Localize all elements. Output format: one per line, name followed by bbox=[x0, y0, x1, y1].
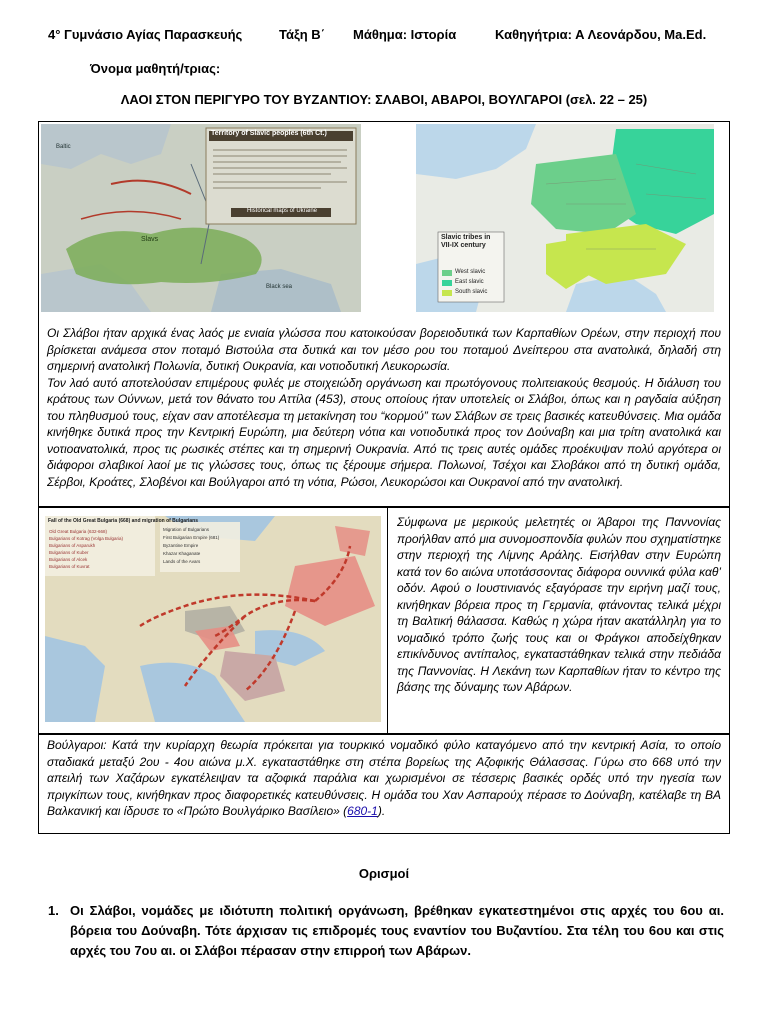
bulgarian-kingdom-date-link[interactable]: 680-1 bbox=[347, 804, 378, 818]
map2-legend-title: Slavic tribes in VII-IX century bbox=[441, 234, 491, 249]
slavic-tribes-map bbox=[416, 124, 714, 312]
slavs-text-block bbox=[47, 325, 721, 490]
map3-legend-item: Migration of Bulgarians bbox=[163, 527, 210, 532]
slavic-territory-map bbox=[41, 124, 361, 312]
bulgarian-migration-map bbox=[45, 516, 381, 722]
map3-legend-item: Bulgarians of Alcek bbox=[49, 557, 88, 562]
map1-title: Territory of Slavic peoples (6th Ct.) bbox=[211, 130, 327, 137]
map3-legend-item: Bulgarians of Kuvrat bbox=[49, 564, 90, 569]
definition-text: Οι Σλάβοι, νομάδες με ιδιότυπη πολιτική οργάνωση, βρέθηκαν εγκατεστημένοι στις αρχές του 6ου αι. βόρεια του Δούναβη. Τότε άρχισαν τις επιδρομές τους εναντίον του Βυζαντίου. Στα τέλη του 6ου και στις αρχές του 7ου αι. οι Σλάβοι πέρασαν στην επιρροή των Αβάρων. bbox=[70, 903, 724, 958]
map3-legend-item: Old Great Bulgaria (632-668) bbox=[49, 529, 108, 534]
definition-number: 1. bbox=[48, 903, 59, 918]
map2-legend-west: West slavic bbox=[455, 269, 486, 275]
map3-legend-item: Byzantine Empire bbox=[163, 543, 199, 548]
map3-legend-item: Bulgarians of Kuber bbox=[49, 550, 89, 555]
map3-title: Fall of the Old Great Bulgaria (668) and migration of Bulgarians bbox=[48, 518, 199, 524]
definition-item bbox=[48, 901, 724, 961]
subject-label: Μάθημα: Ιστορία bbox=[353, 27, 457, 42]
map1-label-slavs: Slavs bbox=[141, 236, 159, 243]
map2-legend-east: East slavic bbox=[455, 279, 484, 285]
avars-text-block bbox=[397, 514, 721, 696]
teacher-label: Καθηγήτρια: Α Λεονάρδου, Ma.Ed. bbox=[495, 27, 707, 42]
school-name: 4° Γυμνάσιο Αγίας Παρασκευής bbox=[48, 27, 243, 42]
definitions-heading: Ορισμοί bbox=[358, 866, 410, 881]
map2-legend-south: South slavic bbox=[455, 289, 488, 295]
map3-legend-right bbox=[163, 526, 239, 566]
bulgars-text-block bbox=[47, 737, 721, 820]
grade-label: Τάξη Β΄ bbox=[279, 27, 326, 42]
slavs-paragraph-2: Τον λαό αυτό αποτελούσαν επιμέρους φυλές με στοιχειώδη οργάνωση και πρωτόγονους πολιτειακούς θεσμούς. Η διάλυση του κράτους των Ούννων, μετά τον θάνατο του Αττίλα (453), στους οποίους ήταν υποτελείς οι Σλάβοι, όπως και η ραγδαία αύξηση του πληθυσμού τους, είχαν σαν αποτέλεσμα τη μετακίνηση του “κορμού” των Σλάβων σε τρεις βασικές κατευθύνσεις. Μια ομάδα κινήθηκε δυτικά προς την Κεντρική Ευρώπη, μια δεύτερη νότια και νοτιοδυτικά προς τον Δούναβη και μια τρίτη ανατολικά και νοτιοανατολικά, προς τις ρωσικές στέπες και τη σημερινή Ουκρανία. Από τις τρεις αυτές ομάδες προέκυψαν πολύ αργότερα οι διάφοροι σλαβικοί λαοί με τις γλώσσες τους, όπως τις ξέρουμε σήμερα. Πολωνοί, Τσέχοι και Σλοβάκοι από τη δυτική ομάδα, Σέρβοι, Κροάτες, Σλοβένοι και Βούλγαροι από τη νότια, Ρώσοι, Λευκορώσοι και Ουκρανοί από την ανατολική. bbox=[47, 375, 721, 489]
map3-legend-item: Khazar Khaganate bbox=[163, 551, 201, 556]
bulgars-end: ). bbox=[377, 804, 386, 818]
map3-legend-item: Bulgarians of Kotrag (Volga Bulgaria) bbox=[49, 536, 124, 541]
map3-legend-left bbox=[49, 528, 153, 570]
map1-label-sea: Black sea bbox=[266, 284, 293, 290]
document-header bbox=[48, 27, 738, 45]
map1-label-baltic: Baltic bbox=[56, 144, 71, 150]
slavs-paragraph-1: Οι Σλάβοι ήταν αρχικά ένας λαός με ενιαία γλώσσα που κατοικούσαν βορειοδυτικά των Καρπαθίων Ορέων, στην περιοχή που βρίσκεται ανάμεσα στον ποταμό Βιστούλα στα δυτικά και τον μέσο ρου του ποταμού Δνείπερου στα ανατολικά, δηλαδή στη σημερινή ανατολική Πολωνία, δυτική Ουκρανία, και νοτιοδυτική Λευκορωσία. bbox=[47, 326, 721, 373]
map3-legend-item: Lands of the Avars bbox=[163, 559, 201, 564]
avars-divider bbox=[387, 507, 388, 734]
bulgars-body: Βούλγαροι: Κατά την κυρίαρχη θεωρία πρόκειται για τουρκικό νομαδικό φύλο καταγόμενο από την κεντρική Ασία, το οποίο σταδιακά μεταξύ 2ου - 4ου αιώνα μ.Χ. εγκαταστάθηκε στη στέπα βορείως της Αζοφικής Θάλασσας. Γύρω στο 668 υπό την απειλή των Χαζάρων εγκατέλειψαν τα αζοφικά παράλια και χωρισμένοι σε τέσσερις βασικές ορδές υπό την ηγεσία των πριγκίπων τους, κινήθηκαν προς διαφορετικές κατευθύνσεις. Η ομάδα του Χαν Ασπαρούχ πέρασε το Δούναβη, κατέλαβε τη ΒΑ Βαλκανική και ίδρυσε το «Πρώτο Βουλγάρικο Βασίλειο» ( bbox=[47, 738, 721, 818]
map3-legend-item: Bulgarians of Asparukh bbox=[49, 543, 96, 548]
map1-caption: Historical maps of Ukraine bbox=[246, 208, 318, 214]
page-title: ΛΑΟΙ ΣΤΟΝ ΠΕΡΙΓΥΡΟ ΤΟΥ ΒΥΖΑΝΤΙΟΥ: ΣΛΑΒΟΙ, ΑΒΑΡΟΙ, ΒΟΥΛΓΑΡΟΙ (σελ. 22 – 25) bbox=[120, 92, 648, 107]
bulgars-paragraph bbox=[47, 737, 721, 820]
student-name-label: Όνομα μαθητή/τριας: bbox=[90, 61, 221, 76]
avars-paragraph: Σύμφωνα με μερικούς μελετητές οι Άβαροι της Παννονίας προήλθαν από μια συνομοσπονδία φυλών που σχηματίστηκε στην περιοχή της Λίμνης Αράλης. Εισήλθαν στην Ευρώπη κατά τον 6ο αιώνα υποτάσσοντας διάφορα ουννικά φύλα καθ’ οδόν. Αφού ο Ιουστινιανός εξαγόρασε την ειρήνη μαζί τους, κινήθηκαν βόρεια προς τη Γερμανία, φτάνοντας τελικά μέχρι τη Βαλτική θάλασσα. Καθώς η χώρα ήταν ακατάλληλη για το νομαδικό τρόπο ζωής τους και οι Φράγκοι αποδείχθηκαν επικίνδυνος αντίπαλος, εγκαταστάθηκαν τελικά στην πεδιάδα της Παννονίας. Η Λεκάνη των Καρπαθίων ήταν το κέντρο της βάσης της δύναμης των Αβάρων. bbox=[397, 515, 721, 694]
map3-legend-item: First Bulgarian Empire (681) bbox=[163, 535, 220, 540]
